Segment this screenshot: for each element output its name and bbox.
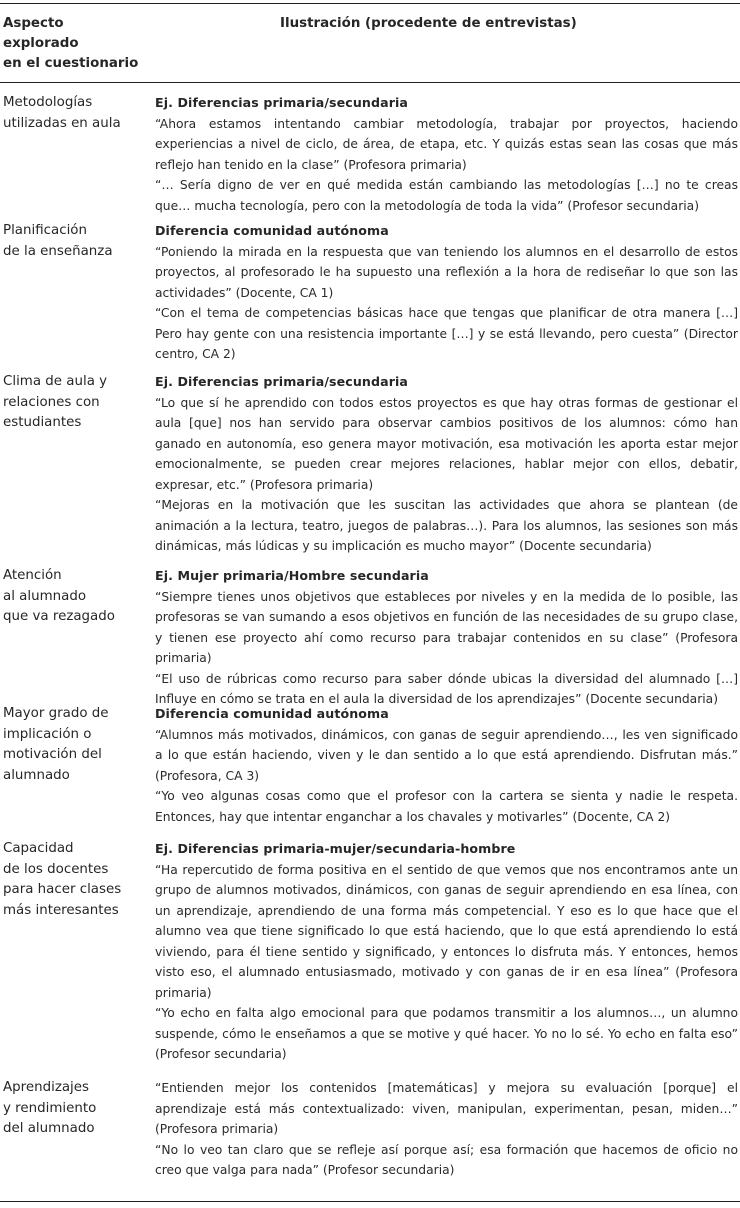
comparison-subheading: Ej. Diferencias primaria/secundaria [155,374,409,389]
aspect-label: Planificación de la enseñanza [3,223,113,259]
illustration-cell [155,372,738,557]
comparison-subheading: Ej. Diferencias primaria/secundaria [155,95,409,110]
interview-quote: “Yo veo algunas cosas como que el profesor con la cartera se sienta y nadie le respeta. Entonces, hay que intentar enganchar a los chavales y motivarles” (Docente, CA 2) [155,789,738,824]
interview-quote: “Poniendo la mirada en la respuesta que van teniendo los alumnos en el desarrollo de estos proyectos, al profesorado le ha supuesto una reflexión a la hora de rediseñar lo que son las actividades” (Docente, CA 1) [155,244,738,300]
comparison-subheading: Ej. Mujer primaria/Hombre secundaria [155,568,429,583]
illustration-cell [155,566,738,710]
illustration-cell [155,93,738,216]
aspect-label: Mayor grado de implicación o motivación del alumnado [3,706,109,783]
top-rule [0,3,740,4]
interview-quote: “Entienden mejor los contenidos [matemáticas] y mejora su evaluación [porque] el aprendizaje está más contextualizado: viven, manipulan, experimentan, pesan, miden…” (Profesora primaria) [155,1081,738,1136]
comparison-subheading: Diferencia comunidad autónoma [155,706,389,721]
aspect-label: Aprendizajes y rendimiento del alumnado [3,1080,97,1136]
interview-quote: “Yo echo en falta algo emocional para que podamos transmitir a los alumnos…, un alumno suspende, cómo le enseñamos a que se motive y qué hacer. Yo no lo sé. Yo echo en falta eso” (Profesor secundaria) [155,1006,738,1061]
interview-quote: “Siempre tienes unos objetivos que estableces por niveles y en la medida de lo posible, las profesoras se van sumando a esos objetivos en función de las necesidades de su grupo clase, y tienen ese proyecto ahí como recurso para trabajar contenidos en su clase” (Profesora primaria) [155,589,738,665]
interview-quote: “Ha repercutido de forma positiva en el sentido de que vemos que nos encontramos ante un grupo de alumnos motivados, dinámicos, con ganas de seguir aprendiendo en esa línea, con un aprendizaje, aprendiendo de una forma más competencial. Y eso es lo que hace que el alumno vea que tiene significado lo que está haciendo, que lo que está aprendiendo lo está viviendo, para él tiene sentido y significado, y entonces lo disfruta más. Y entonces, hemos visto eso, el alumnado entusiasmado, motivado y con ganas de ir en esa línea” (Profesora primaria) [155,862,738,1000]
header-rule [0,82,740,83]
bottom-rule [0,1201,740,1202]
interview-quote: “No lo veo tan claro que se refleje así porque así; esa formación que hacemos de oficio no creo que valga para nada” (Profesor secundaria) [155,1142,738,1177]
interview-quote: “Ahora estamos intentando cambiar metodología, trabajar por proyectos, haciendo experiencias a nivel de ciclo, de área, de etapa, etc. Y quizás estas sean las cosas que más reflejo han tenido en la clase” (Profesora primaria) [155,116,738,172]
aspect-label: Capacidad de los docentes para hacer clases más interesantes [3,841,122,918]
aspect-label: Metodologías utilizadas en aula [3,95,121,131]
interview-quote: “Lo que sí he aprendido con todos estos proyectos es que hay otras formas de gestionar el aula [que] nos han servido para observar cambios positivos de los alumnos: cómo han ganado en autonomía, eso genera mayor motivación, esa motivación les aporta estar mejor emocionalmente, se pueden crear mejores relaciones, hablar mejor con ellos, debatir, expresar, etc.” (Profesora primaria) [155,395,738,492]
interview-quote: “… Sería digno de ver en qué medida están cambiando las metodologías […] no te creas que… mucha tecnología, pero con la metodología de toda la vida” (Profesor secundaria) [155,178,738,213]
interview-quote: “El uso de rúbricas como recurso para saber dónde ubicas la diversidad del alumnado […] Influye en cómo se trata en el aula la diversidad de los aprendizajes” (Docente secundaria) [155,671,738,706]
illustration-cell [155,839,738,1065]
comparison-subheading: Diferencia comunidad autónoma [155,223,389,238]
aspect-label: Clima de aula y relaciones con estudiantes [3,374,108,430]
illustration-cell [155,221,738,365]
comparison-subheading: Ej. Diferencias primaria-mujer/secundaria-hombre [155,841,516,856]
illustration-cell [155,1078,738,1181]
interview-quote: “Mejoras en la motivación que les suscitan las actividades que ahora se plantean (de animación a la lectura, teatro, juegos de palabras…). Para los alumnos, las sesiones son más dinámicas, más lúdicas y su implicación es mucho mayor” (Docente secundaria) [155,498,738,553]
interview-quote: “Alumnos más motivados, dinámicos, con ganas de seguir aprendiendo…, les ven significado a lo que están haciendo, viven y le dan sentido a lo que está aprendiendo. Disfrutan más.” (Profesora, CA 3) [155,727,738,783]
aspect-label: Atención al alumnado que va rezagado [3,568,115,624]
illustration-cell [155,704,738,827]
column-header-aspect: Aspecto explorado en el cuestionario [3,16,139,71]
interview-quote: “Con el tema de competencias básicas hace que tengas que planificar de otra manera […] Pero hay gente con una resistencia importante […] y se está llevando, pero cuesta” (Director centro, CA 2) [155,306,738,361]
column-header-illustration: Ilustración (procedente de entrevistas) [280,16,577,31]
